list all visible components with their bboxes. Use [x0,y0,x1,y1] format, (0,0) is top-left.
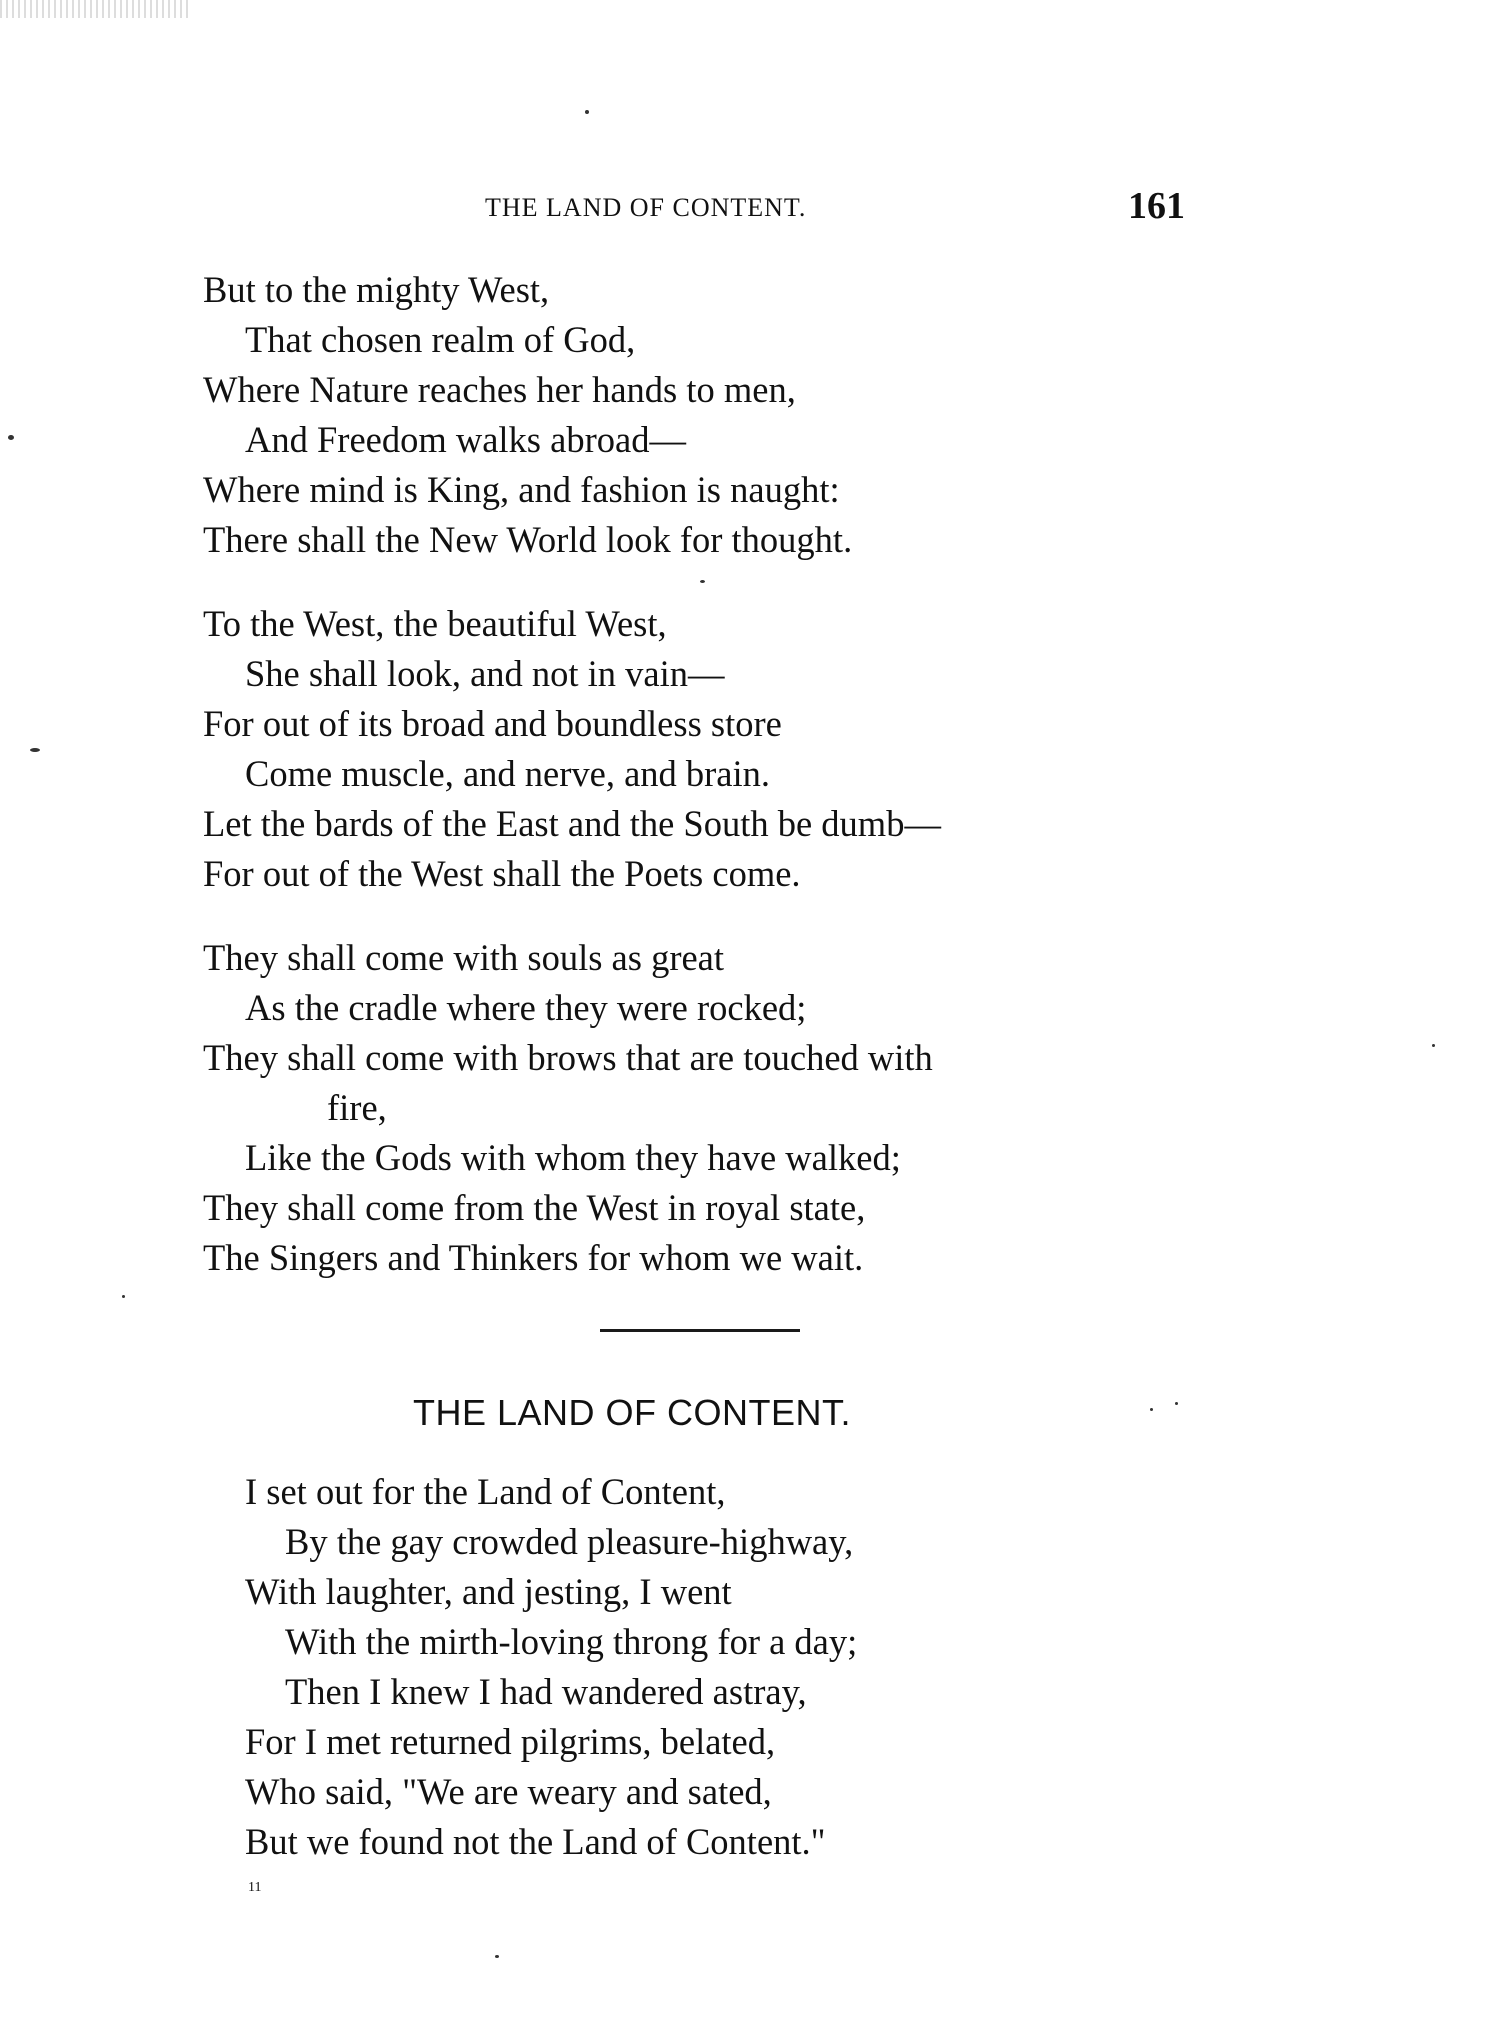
scan-speck [585,110,589,114]
poem-line: For out of the West shall the Poets come. [203,853,801,894]
poem-line: Where mind is King, and fashion is naught: [203,469,840,510]
poem-line: Let the bards of the East and the South be dumb— [203,803,941,844]
signature-mark: 11 [248,1880,262,1895]
poem-line: Who said, "We are weary and sated, [245,1771,772,1812]
poem-line: Where Nature reaches her hands to men, [203,369,796,410]
scan-speck [1175,1402,1178,1405]
poem-line: The Singers and Thinkers for whom we wait. [203,1237,864,1278]
poem-line: They shall come with souls as great [203,937,725,978]
scan-speck [122,1295,125,1298]
scan-artifact [0,0,190,18]
poem-line: But we found not the Land of Content." [245,1821,826,1862]
poem-line: fire, [327,1087,387,1128]
scan-speck [1432,1044,1435,1047]
scan-speck [1150,1408,1153,1411]
poem-line: That chosen realm of God, [245,319,636,360]
poem-line: But to the mighty West, [203,269,550,310]
scan-speck [700,580,705,583]
poem-line: As the cradle where they were rocked; [245,987,807,1028]
scan-speck [495,1955,499,1958]
poem-line: They shall come with brows that are touched with [203,1037,933,1078]
poem-title: THE LAND OF CONTENT. [413,1392,852,1433]
page-number: 161 [1128,185,1185,227]
section-divider [600,1329,800,1332]
poem-line: Come muscle, and nerve, and brain. [245,753,771,794]
poem-line: Like the Gods with whom they have walked; [245,1137,901,1178]
poem-line: By the gay crowded pleasure-highway, [285,1521,854,1562]
poem-line: And Freedom walks abroad— [245,419,686,460]
poem-line: With the mirth-loving throng for a day; [285,1621,858,1662]
running-head: THE LAND OF CONTENT. [485,193,807,222]
scan-speck [8,435,14,440]
scan-speck [30,748,40,752]
poem-line: With laughter, and jesting, I went [245,1571,732,1612]
poem-line: To the West, the beautiful West, [203,603,667,644]
poem-line: They shall come from the West in royal state, [203,1187,866,1228]
poem-line: For I met returned pilgrims, belated, [245,1721,776,1762]
poem-line: I set out for the Land of Content, [245,1471,726,1512]
poem-line: Then I knew I had wandered astray, [285,1671,807,1712]
poem-line: She shall look, and not in vain— [245,653,725,694]
poem-line: For out of its broad and boundless store [203,703,782,744]
poem-line: There shall the New World look for thought. [203,519,853,560]
